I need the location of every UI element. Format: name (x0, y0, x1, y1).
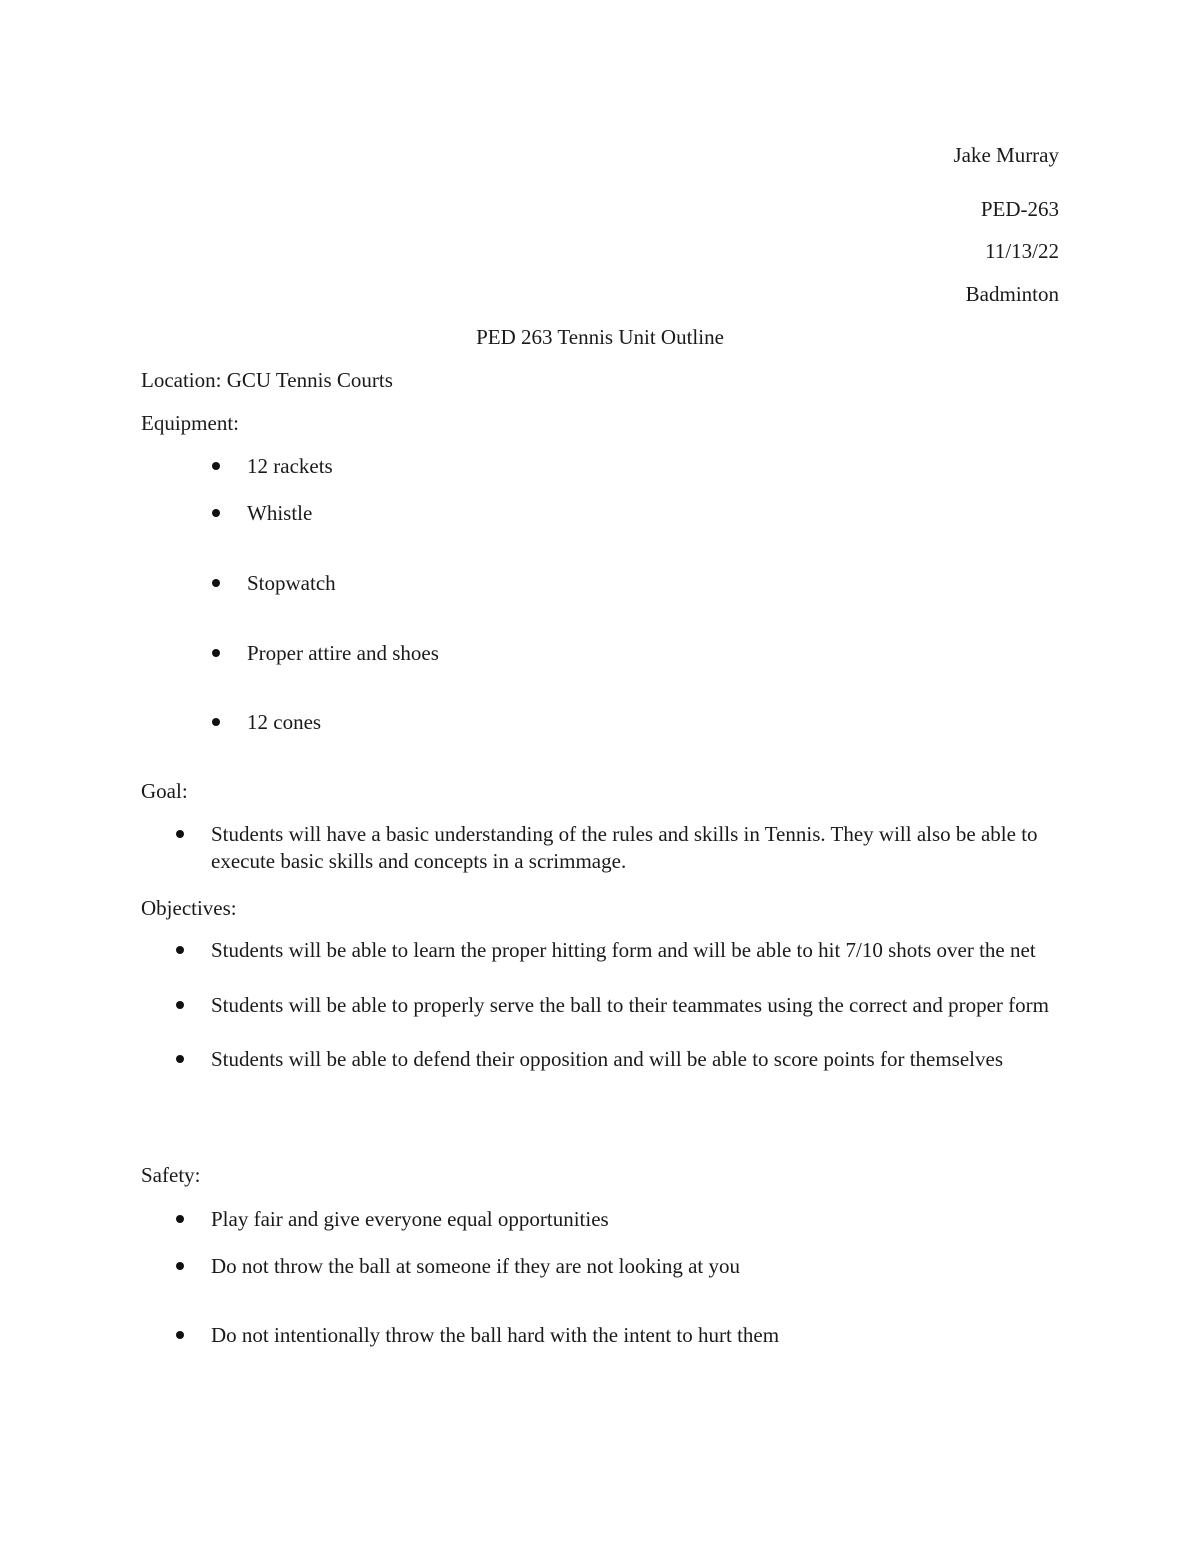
goal-item: Students will have a basic understanding of the rules and skills in Tennis. They will also be able to execute basic skills and concepts in a scrimmage. (211, 822, 1038, 873)
equipment-item: 12 cones (247, 710, 322, 734)
objective-item: Students will be able to properly serve the ball to their teammates using the correct and proper form (211, 993, 1049, 1017)
equipment-heading: Equipment: (141, 411, 239, 435)
bullet-icon (176, 830, 184, 838)
bullet-icon (212, 649, 220, 657)
document-date: 11/13/22 (985, 239, 1059, 263)
equipment-item: 12 rackets (247, 454, 333, 478)
bullet-icon (212, 718, 220, 726)
objective-item: Students will be able to learn the proper hitting form and will be able to hit 7/10 shots over the net (211, 938, 1036, 962)
equipment-item: Whistle (247, 501, 313, 525)
safety-item: Do not intentionally throw the ball hard with the intent to hurt them (211, 1323, 780, 1347)
location-text: Location: GCU Tennis Courts (141, 368, 393, 392)
goal-heading: Goal: (141, 779, 188, 803)
bullet-icon (212, 579, 220, 587)
author-name: Jake Murray (953, 143, 1059, 167)
bullet-icon (176, 1055, 184, 1063)
objective-item: Students will be able to defend their opposition and will be able to score points for themselves (211, 1047, 1004, 1071)
safety-item: Play fair and give everyone equal opportunities (211, 1207, 609, 1231)
bullet-icon (176, 946, 184, 954)
page-title: PED 263 Tennis Unit Outline (476, 325, 724, 349)
bullet-icon (176, 1001, 184, 1009)
equipment-item: Stopwatch (247, 571, 336, 595)
course-code: PED-263 (980, 197, 1059, 221)
safety-item: Do not throw the ball at someone if they are not looking at you (211, 1254, 740, 1278)
bullet-icon (176, 1215, 184, 1223)
equipment-item: Proper attire and shoes (247, 641, 439, 665)
objectives-heading: Objectives: (141, 896, 237, 920)
bullet-icon (176, 1262, 184, 1270)
sport-name: Badminton (965, 282, 1059, 306)
bullet-icon (212, 509, 220, 517)
bullet-icon (176, 1331, 184, 1339)
bullet-icon (212, 462, 220, 470)
safety-heading: Safety: (141, 1163, 201, 1187)
